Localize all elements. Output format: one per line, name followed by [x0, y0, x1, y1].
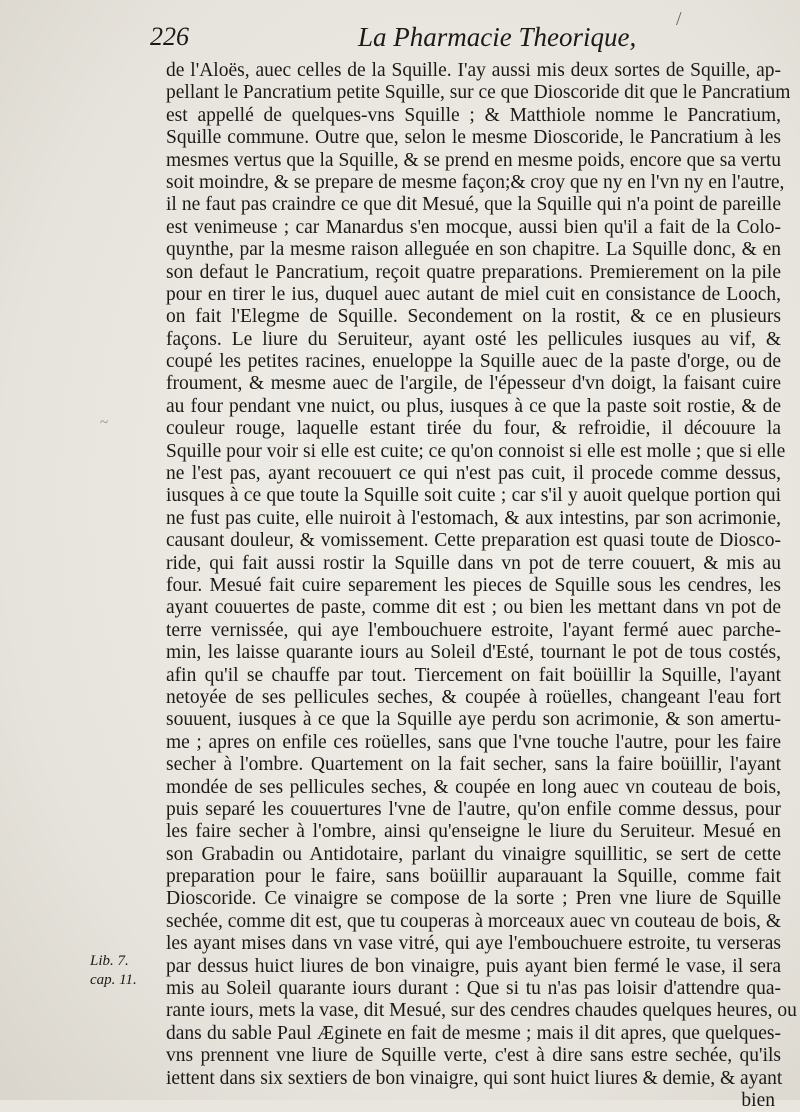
text-line: couleur rouge, laquelle estant tirée du four, & refroidie, il découure la [166, 418, 781, 440]
text-line: coupé les petites racines, enueloppe la Squille auec de la paste d'orge, ou de [166, 351, 781, 373]
text-line: les faire secher à l'ombre, ainsi qu'enseigne le liure du Seruiteur. Mesué en [166, 821, 781, 843]
text-line: preparation pour le faire, sans boüillir auparauant la Squille, comme fait [166, 866, 781, 888]
text-line: Dioscoride. Ce vinaigre se compose de la sorte ; Pren vne liure de Squille [166, 888, 781, 910]
edge-mark: / [676, 8, 682, 30]
text-line: four. Mesué fait cuire separement les pieces de Squille sous les cendres, les [166, 574, 781, 596]
text-line: ne l'est pas, ayant recouuert ce qui n'est pas cuit, il procede comme dessus, [166, 463, 781, 485]
text-line: Squille pour voir si elle est cuite; ce qu'on connoist si elle est molle ; que si elle [166, 440, 786, 462]
text-line: pour en tirer le ius, duquel auec autant de miel cuit en consistance de Looch, [166, 283, 781, 305]
text-line: on fait l'Elegme de Squille. Secondement on la rostit, & ce en plusieurs [166, 306, 781, 328]
text-line: secher à l'ombre. Quartement on la fait secher, sans la faire boüillir, l'ayant [166, 754, 781, 776]
text-line: son Grabadin ou Antidotaire, parlant du vinaigre squillitic, se sert de cette [166, 843, 781, 865]
text-line: il ne faut pas craindre ce que dit Mesué, que la Squille qui n'a point de pareille [166, 194, 781, 216]
text-line: froument, & mesme auec de l'argile, de l'épesseur d'vn doigt, la faisant cuire [166, 373, 781, 395]
margin-citation [90, 952, 150, 990]
text-line: me ; apres on enfile ces roüelles, sans que l'vne touche l'autre, pour les faire [166, 731, 781, 753]
text-line: sechée, comme dit est, que tu couperas à morceaux auec vn couteau de bois, & [166, 910, 781, 932]
text-line: Squille commune. Outre que, selon le mesme Dioscoride, le Pancratium à les [166, 127, 781, 149]
text-line: mis au Soleil quarante iours durant : Que si tu n'as pas loisir d'attendre qua- [166, 978, 781, 1000]
text-line: façons. Le liure du Seruiteur, ayant osté les pellicules iusques au vif, & [166, 328, 781, 350]
text-line: quynthe, par la mesme raison alleguée en son chapitre. La Squille donc, & en [166, 239, 781, 261]
body-text [166, 60, 797, 1112]
margin-citation-line: cap. 11. [90, 972, 137, 988]
page-number: 226 [150, 22, 189, 51]
text-line: mesmes vertus que la Squille, & se prend en mesme poids, encore que sa vertu [166, 149, 781, 171]
margin-citation-line: Lib. 7. [90, 953, 129, 969]
text-line: de l'Aloës, auec celles de la Squille. I'ay aussi mis deux sortes de Squille, ap- [166, 60, 781, 81]
text-line: ne fust pas cuite, elle nuiroit à l'estomach, & aux intestins, par son acrimonie, [166, 507, 781, 529]
page-header [150, 22, 637, 56]
text-line: par dessus huict liures de bon vinaigre, puis ayant bien fermé le vase, il sera [166, 955, 781, 977]
text-line: bien [741, 1089, 775, 1111]
text-line: est appellé de quelques-vns Squille ; & Matthiole nomme le Pancratium, [166, 104, 781, 126]
stray-ink-mark: ~ [100, 415, 109, 431]
text-line: au four pendant vne nuict, ou plus, iusques à ce que la paste soit rostie, & de [166, 395, 781, 417]
text-line: ayant couuertes de paste, comme dit est ; ou bien les mettant dans vn pot de [166, 597, 781, 619]
text-line: netoyée de ses pellicules seches, & coupée à roüelles, changeant l'eau fort [166, 686, 781, 708]
text-line: afin qu'il se chauffe par tout. Tiercement on fait boüillir la Squille, l'ayant [166, 664, 781, 686]
text-line: les ayant mises dans vn vase vitré, qui aye l'embouchuere estroite, tu verseras [166, 933, 781, 955]
text-line: terre vernissée, qui aye l'embouchuere estroite, l'ayant fermé auec parche- [166, 619, 781, 641]
text-line: iusques à ce que toute la Squille soit cuite ; car s'il y auoit quelque portion qui [166, 485, 781, 507]
running-title: La Pharmacie Theorique, [358, 22, 637, 52]
text-line: dans du sable Paul Æginete en fait de mesme ; mais il dit apres, que quelques- [166, 1022, 781, 1044]
text-line: son defaut le Pancratium, reçoit quatre preparations. Premierement on la pile [166, 261, 781, 283]
text-line: pellant le Pancratium petite Squille, sur ce que Dioscoride dit que le Pancratium [166, 82, 791, 104]
text-line: soit moindre, & se prepare de mesme façon;& croy que ny en l'vn ny en l'autre, [166, 171, 785, 193]
text-line: mondée de ses pellicules seches, & coupée en long auec vn couteau de bois, [166, 776, 781, 798]
text-line: souuent, iusques à ce que la Squille aye perdu son acrimonie, & son amertu- [166, 709, 781, 731]
text-line: min, les laisse quarante iours au Soleil d'Esté, tournant le pot de tous costés, [166, 642, 781, 664]
text-line: causant douleur, & vomissement. Cette preparation est quasi toute de Diosco- [166, 530, 781, 552]
text-line: ride, qui fait aussi rostir la Squille dans vn pot de terre couuert, & mis au [166, 552, 781, 574]
text-line: puis separé les couuertures l'vne de l'autre, qu'on enfile comme dessus, pour [166, 798, 781, 820]
text-line: est venimeuse ; car Manardus s'en mocque, aussi bien qu'il a fait de la Colo- [166, 216, 781, 238]
text-line: rante iours, mets la vase, dit Mesué, sur des cendres chaudes quelques heures, ou [166, 1000, 797, 1022]
text-line: vns prennent vne liure de Squille verte, c'est à dire sans estre sechée, qu'ils [166, 1045, 781, 1067]
text-line: iettent dans six sextiers de bon vinaigre, qui sont huict liures & demie, & ayant [166, 1067, 783, 1089]
